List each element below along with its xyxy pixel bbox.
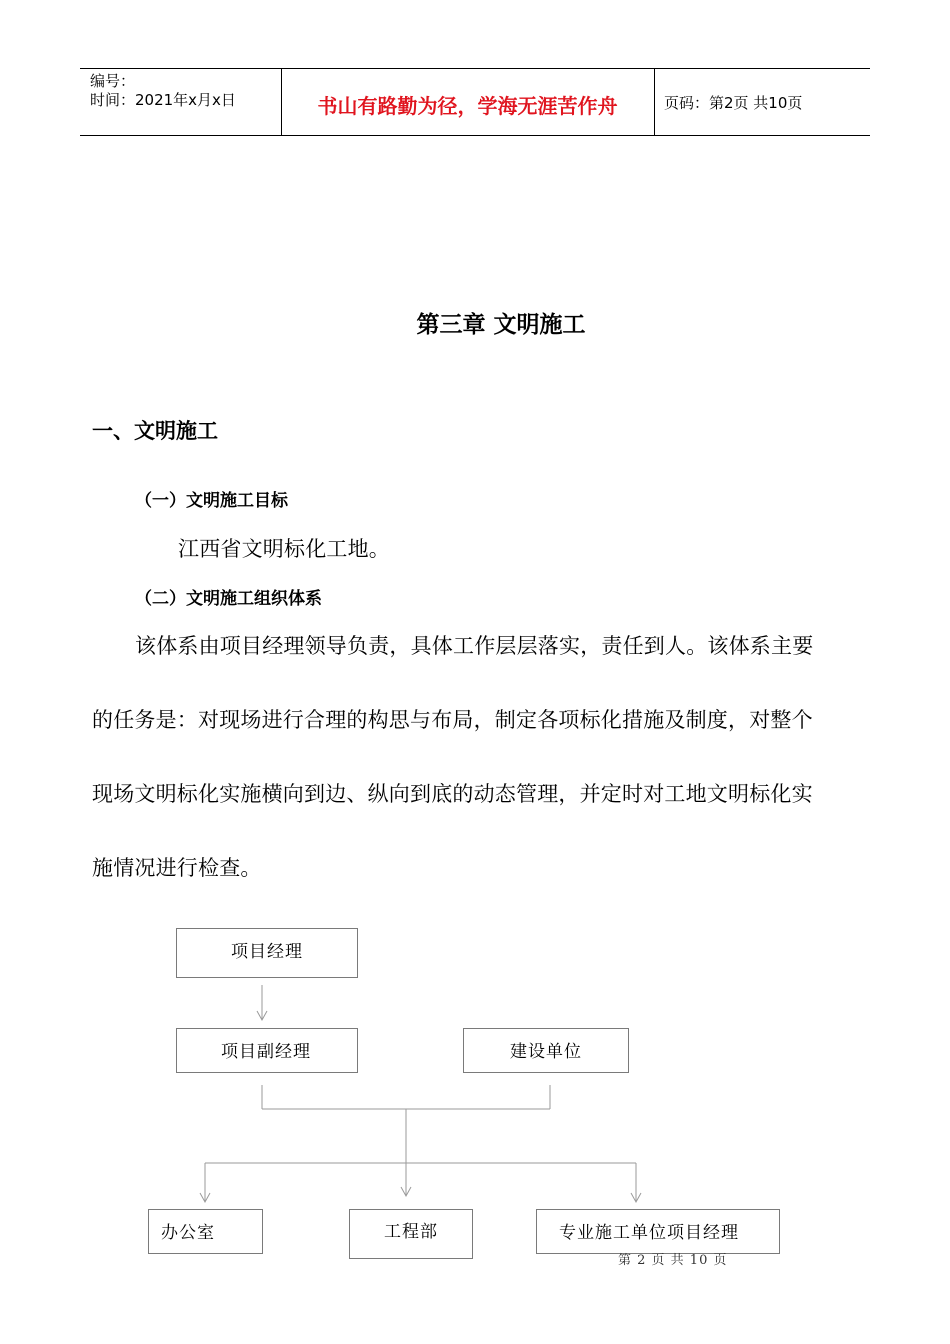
org-box-deputy-manager (176, 1028, 358, 1073)
subsection-heading-organization: （二）文明施工组织体系 (135, 589, 322, 609)
paragraph-line: 该体系由项目经理领导负责，具体工作层层落实，责任到人。该体系主要 (135, 634, 814, 658)
org-box-construction-unit (463, 1028, 629, 1073)
org-box-label: 建设单位 (510, 1042, 582, 1062)
org-box-label: 办公室 (161, 1223, 215, 1243)
header-page-info: 页码：第2页 共10页 (664, 94, 803, 112)
org-box-label: 工程部 (384, 1222, 438, 1242)
org-box-office (148, 1209, 263, 1254)
header-motto: 书山有路勤为径，学海无涯苦作舟 (317, 94, 618, 118)
subsection-heading-goal: （一）文明施工目标 (135, 491, 288, 511)
org-box-specialty-manager (536, 1209, 780, 1254)
org-box-label: 项目副经理 (221, 1042, 311, 1062)
document-number-label: 编号： (90, 72, 136, 90)
document-date: 时间：2021年x月x日 (90, 91, 236, 109)
chapter-title: 第三章 文明施工 (416, 312, 586, 338)
org-box-project-manager (176, 928, 358, 978)
paragraph-line: 现场文明标化实施横向到边、纵向到底的动态管理，并定时对工地文明标化实 (92, 782, 813, 806)
org-box-engineering-dept (349, 1209, 473, 1259)
section-heading: 一、文明施工 (92, 419, 218, 443)
paragraph-line: 施情况进行检查。 (92, 856, 262, 880)
page-footer: 第 2 页 共 10 页 (618, 1253, 728, 1268)
paragraph-line: 的任务是：对现场进行合理的构思与布局，制定各项标化措施及制度，对整个 (92, 708, 813, 732)
org-box-label: 项目经理 (231, 942, 303, 962)
org-box-label: 专业施工单位项目经理 (559, 1223, 739, 1243)
goal-text: 江西省文明标化工地。 (178, 537, 390, 561)
